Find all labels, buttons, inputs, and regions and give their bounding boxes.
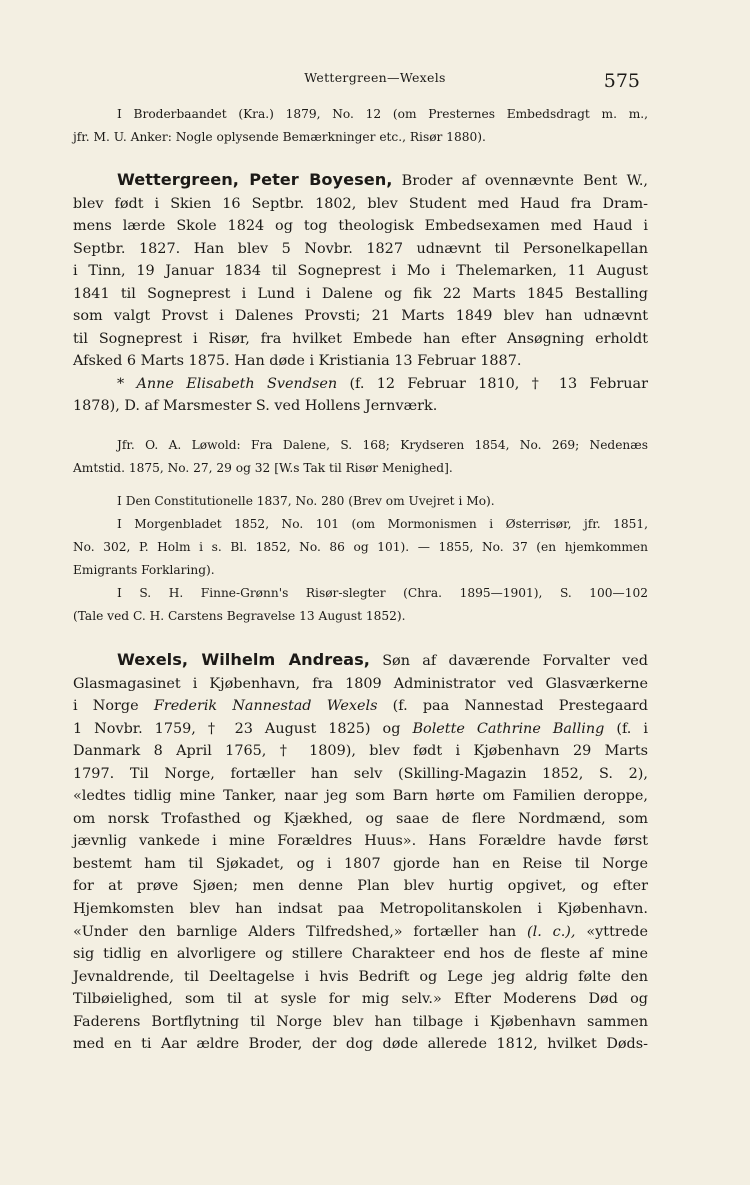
entry-line: med en ti Aar ældre Broder, der dog døde allerede 1812, hvilket Døds- — [73, 1036, 648, 1053]
entry-line: Wexels, Wilhelm Andreas, Søn af daværende Forvalter ved — [117, 650, 648, 670]
source-line: Emigrants Forklaring). — [73, 563, 215, 578]
running-head: Wettergreen—Wexels — [304, 70, 446, 85]
source-line: I Morgenbladet 1852, No. 101 (om Mormonismen i Østerrisør, jfr. 1851, — [117, 517, 648, 532]
entry-line: jævnlig vankede i mine Forældres Huus». Hans Forældre havde først — [73, 833, 648, 850]
entry-line: Jevnaldrende, til Deeltagelse i hvis Bedrift og Lege jeg aldrig følte den — [73, 968, 648, 985]
spouse-name: Anne Elisabeth Svendsen — [136, 375, 338, 392]
entry-line: mens lærde Skole 1824 og tog theologisk Embedsexamen med Haud i — [73, 218, 648, 235]
source-line: I Den Constitutionelle 1837, No. 280 (Brev om Uvejret i Mo). — [117, 494, 495, 509]
entry-line: blev født i Skien 16 Septbr. 1802, blev Student med Haud fra Dram- — [73, 195, 648, 212]
entry-line: som valgt Provst i Dalenes Provsti; 21 Marts 1849 blev han udnævnt — [73, 308, 648, 325]
entry-line: Hjemkomsten blev han indsat paa Metropolitanskolen i Kjøbenhavn. — [73, 901, 648, 918]
entry-line: for at prøve Sjøen; men denne Plan blev hurtig opgivet, og efter — [73, 878, 648, 895]
source-line: (Tale ved C. H. Carstens Begravelse 13 August 1852). — [73, 609, 406, 624]
entry-line: 1 Novbr. 1759, † 23 August 1825) og Bolette Cathrine Balling (f. i — [73, 720, 648, 737]
entry-wettergreen — [73, 169, 648, 628]
entry-line: til Sogneprest i Risør, fra hvilket Embede han efter Ansøgning erholdt — [73, 330, 648, 347]
source-line: Amtstid. 1875, No. 27, 29 og 32 [W.s Tak til Risør Menighed]. — [73, 461, 453, 476]
top-source-line-1: I Broderbaandet (Kra.) 1879, No. 12 (om Presternes Embedsdragt m. m., — [117, 107, 648, 121]
citation-ref: (l. c.), — [527, 923, 576, 940]
entry-line: Faderens Bortflytning til Norge blev han tilbage i Kjøbenhavn sammen — [73, 1013, 648, 1030]
entry-line: i Tinn, 19 Januar 1834 til Sogneprest i Mo i Thelemarken, 11 August — [73, 263, 648, 280]
entry-name: Wettergreen, Peter Boyesen, — [117, 170, 393, 189]
entry-line: 1841 til Sogneprest i Lund i Dalene og fik 22 Marts 1845 Bestalling — [73, 285, 648, 302]
entry-line: Wettergreen, Peter Boyesen, Broder af ovennævnte Bent W., — [117, 170, 648, 189]
entry-line: Danmark 8 April 1765, † 1809), blev født i Kjøbenhavn 29 Marts — [73, 743, 648, 760]
page-body — [73, 103, 648, 1056]
spouse-line: * Anne Elisabeth Svendsen (f. 12 Februar 1810, † 13 Februar — [117, 375, 648, 392]
source-line: No. 302, P. Holm i s. Bl. 1852, No. 86 og 101). — 1855, No. 37 (en hjemkommen — [73, 540, 648, 555]
entry-line: om norsk Trofasthed og Kjækhed, og saae de flere Nordmænd, som — [73, 810, 648, 827]
entry-name: Wexels, Wilhelm Andreas, — [117, 650, 370, 670]
entry-line: bestemt ham til Sjøkadet, og i 1807 gjorde han en Reise til Norge — [73, 855, 648, 872]
entry-line: sig tidlig en alvorligere og stillere Charakteer end hos de fleste af mine — [73, 946, 648, 963]
spouse-line: 1878), D. af Marsmester S. ved Hollens Jernværk. — [73, 398, 438, 415]
entry-line: Afsked 6 Marts 1875. Han døde i Kristiania 13 Februar 1887. — [73, 353, 522, 370]
source-line: Jfr. O. A. Løwold: Fra Dalene, S. 168; Krydseren 1854, No. 269; Nedenæs — [117, 438, 648, 453]
father-name: Frederik Nannestad Wexels — [153, 698, 378, 715]
entry-line: Tilbøielighed, som til at sysle for mig selv.» Efter Moderens Død og — [73, 991, 648, 1008]
page-number: 575 — [603, 70, 640, 92]
top-source-line-2: jfr. M. U. Anker: Nogle oplysende Bemærkninger etc., Risør 1880). — [73, 130, 486, 144]
entry-line: Septbr. 1827. Han blev 5 Novbr. 1827 udnævnt til Personelkapellan — [73, 240, 648, 257]
entry-line: i Norge Frederik Nannestad Wexels (f. paa Nannestad Prestegaard — [73, 698, 648, 715]
entry-line: 1797. Til Norge, fortæller han selv (Skilling-Magazin 1852, S. 2), — [73, 765, 648, 782]
mother-name: Bolette Cathrine Balling — [412, 720, 605, 737]
entry-line: Glasmagasinet i Kjøbenhavn, fra 1809 Administrator ved Glasværkerne — [73, 675, 648, 692]
entry-line: «Under den barnlige Alders Tilfredshed,» fortæller han (l. c.), «yttrede — [73, 923, 648, 940]
source-line: I S. H. Finne-Grønn's Risør-slegter (Chra. 1895—1901), S. 100—102 — [117, 586, 648, 601]
entry-wexels — [73, 649, 648, 1056]
entry-line: «ledtes tidlig mine Tanker, naar jeg som Barn hørte om Familien deroppe, — [73, 788, 648, 805]
